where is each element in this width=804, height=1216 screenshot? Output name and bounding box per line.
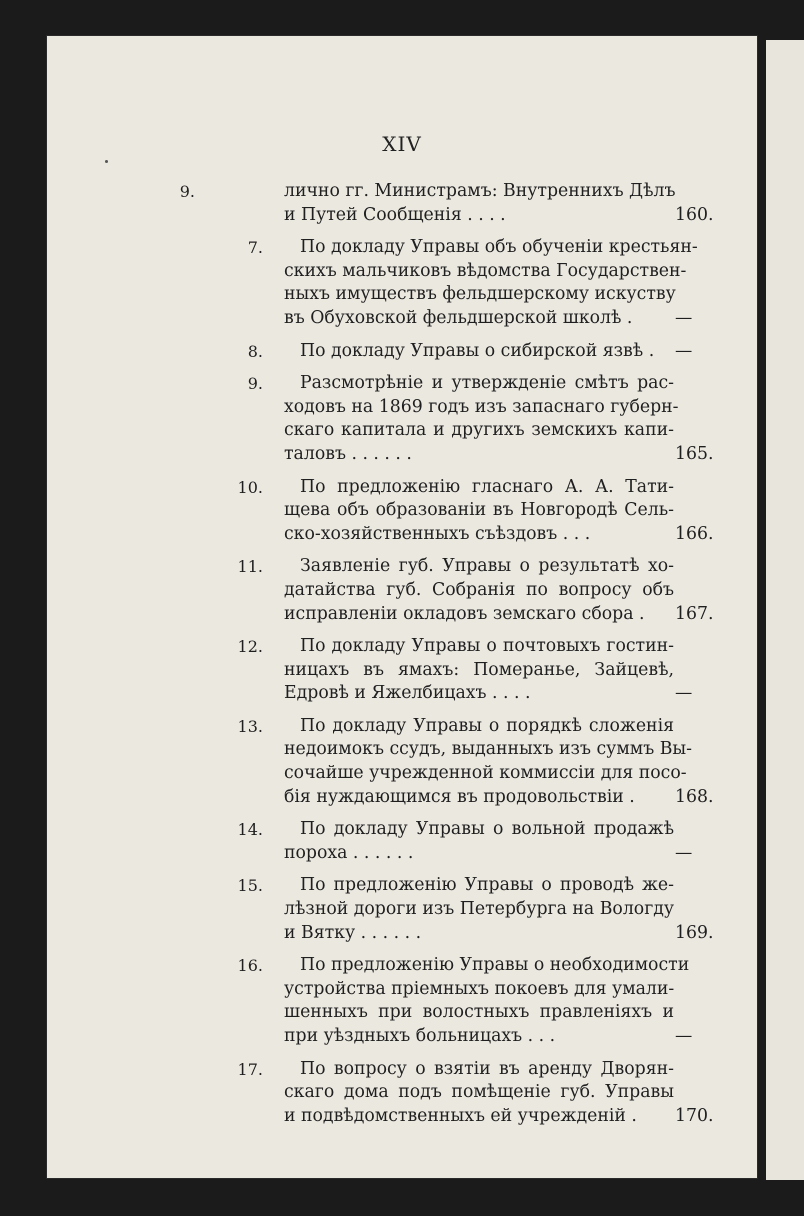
- entry-line: По предложенію Управы о необходимости: [300, 955, 690, 976]
- entry-number: 7.: [247, 238, 263, 258]
- entry-line: Разсмотрѣніе и утвержденіе смѣтъ рас-: [300, 373, 674, 394]
- entry-line: скаго дома подъ помѣщеніе губ. Управы: [284, 1082, 674, 1103]
- page-reference: 170.: [675, 1105, 714, 1126]
- entry-text: [284, 874, 674, 945]
- entry-number: 8.: [247, 341, 263, 361]
- toc-entry: [47, 1058, 757, 1129]
- table-of-contents: [47, 180, 757, 1128]
- entry-line: лѣзной дороги изъ Петербурга на Вологду: [284, 899, 675, 920]
- entry-line: таловъ . . . . . .: [284, 443, 412, 464]
- page-reference: —: [675, 842, 693, 863]
- entry-line: щева объ образованіи въ Новгородѣ Сель-: [284, 500, 674, 521]
- toc-entry: [47, 340, 757, 364]
- entry-line: шенныхъ при волостныхъ правленіяхъ и: [284, 1002, 674, 1023]
- toc-entry: [47, 818, 757, 865]
- entry-text: [284, 555, 674, 626]
- entry-number: 10.: [237, 477, 263, 497]
- entry-line: лично гг. Министрамъ: Внутреннихъ Дѣлъ: [284, 181, 676, 201]
- entry-number: 15.: [237, 876, 263, 896]
- toc-entry: [47, 954, 757, 1048]
- entry-line: сочайше учрежденной коммиссіи для посо-: [284, 763, 687, 784]
- entry-line: въ Обуховской фельдшерской школѣ .: [284, 307, 633, 328]
- entry-line: По докладу Управы о почтовыхъ гостин-: [300, 636, 674, 657]
- entry-number: 11.: [237, 557, 263, 577]
- entry-text: [284, 635, 674, 706]
- page-reference: 169.: [675, 922, 714, 943]
- entry-text: [284, 954, 690, 1048]
- entry-number: 12.: [237, 637, 263, 657]
- entry-line: пороха . . . . . .: [284, 842, 414, 863]
- entry-line: и подвѣдомственныхъ ей учрежденій .: [284, 1105, 637, 1126]
- entry-line: По предложенію гласнаго А. А. Тати-: [300, 476, 674, 497]
- page-reference: —: [675, 1026, 693, 1047]
- entry-line: По докладу Управы о порядкѣ сложенія: [300, 715, 674, 736]
- page-reference: —: [675, 340, 693, 361]
- entry-line: По вопросу о взятіи въ аренду Дворян-: [300, 1058, 674, 1079]
- toc-entry: [47, 635, 757, 706]
- toc-entry: [47, 236, 757, 330]
- entry-line: По предложенію Управы о проводѣ же-: [300, 875, 674, 896]
- toc-entry: [47, 372, 757, 466]
- page-reference: —: [675, 683, 693, 704]
- entry-line: Заявленіе губ. Управы о результатѣ хо-: [300, 556, 674, 577]
- page-reference: 165.: [675, 443, 714, 464]
- page-number-header: XIV: [382, 132, 422, 156]
- entry-number: 14.: [237, 820, 263, 840]
- entry-line: Едровѣ и Яжелбицахъ . . . .: [284, 683, 531, 704]
- entry-line: ско-хозяйственныхъ съѣздовъ . . .: [284, 523, 591, 544]
- entry-number: 13.: [237, 716, 263, 736]
- entry-line: недоимокъ ссудъ, выданныхъ изъ суммъ Вы-: [284, 739, 692, 760]
- entry-line: ходовъ на 1869 годъ изъ запаснаго губерн-: [284, 396, 679, 417]
- page-reference: 166.: [675, 523, 714, 544]
- page-reference: 167.: [675, 603, 714, 624]
- entry-text: [284, 476, 674, 547]
- entry-line: ницахъ въ ямахъ: Померанье, Зайцевѣ,: [284, 659, 674, 680]
- entry-line: и Вятку . . . . . .: [284, 922, 422, 943]
- toc-entry: [47, 715, 757, 809]
- entry-text: [284, 715, 692, 809]
- toc-entry: [47, 874, 757, 945]
- entry-number: 9.: [179, 182, 195, 201]
- page-reference: 160.: [675, 204, 714, 225]
- document-page: [47, 36, 757, 1178]
- toc-entry: [47, 476, 757, 547]
- entry-line: По докладу Управы о вольной продажѣ: [300, 819, 674, 840]
- entry-line: скаго капитала и другихъ земскихъ капи-: [284, 420, 674, 441]
- toc-entry: [47, 555, 757, 626]
- entry-line: бія нуждающимся въ продовольствіи .: [284, 786, 635, 807]
- entry-text: [284, 818, 674, 865]
- page-reference: —: [675, 307, 693, 328]
- entry-line: По докладу Управы о сибирской язвѣ .: [300, 340, 655, 361]
- entry-text: [284, 1058, 674, 1129]
- entry-line: ныхъ имуществъ фельдшерскому искуству: [284, 284, 676, 305]
- entry-line: По докладу Управы объ обученіи крестьян-: [300, 237, 698, 258]
- entry-line: датайства губ. Собранія по вопросу объ: [284, 579, 674, 600]
- entry-line: скихъ мальчиковъ вѣдомства Государствен-: [284, 260, 687, 281]
- entry-line: исправленіи окладовъ земскаго сбора .: [284, 603, 645, 624]
- entry-number: 16.: [237, 956, 263, 976]
- entry-text: [284, 340, 674, 364]
- adjacent-page-edge: [766, 40, 804, 1180]
- entry-line: и Путей Сообщенія . . . .: [284, 204, 506, 225]
- toc-entry: [47, 180, 757, 227]
- entry-text: [284, 236, 698, 330]
- page-reference: 168.: [675, 786, 714, 807]
- entry-line: при уѣздныхъ больницахъ . . .: [284, 1026, 556, 1046]
- entry-number: 17.: [237, 1059, 263, 1079]
- ink-spot: [105, 160, 108, 163]
- entry-line: устройства пріемныхъ покоевъ для умали-: [284, 978, 675, 999]
- entry-text: [284, 180, 674, 227]
- entry-number: 9.: [247, 374, 263, 394]
- entry-text: [284, 372, 679, 466]
